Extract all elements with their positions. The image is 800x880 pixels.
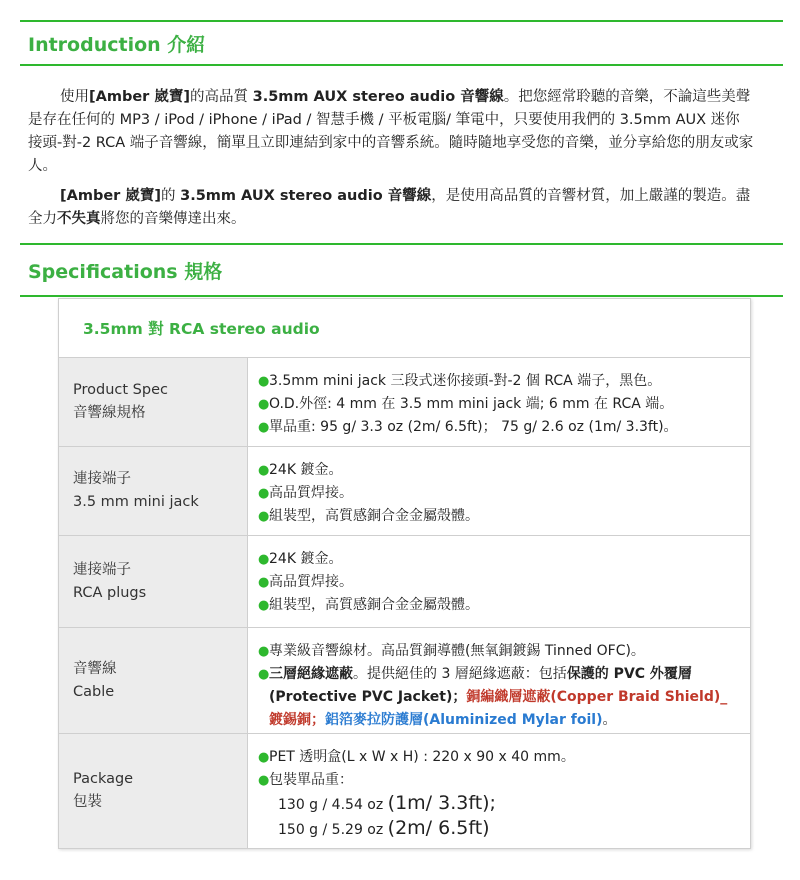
emphasis-text: 不失真 <box>57 211 101 227</box>
bullet-dot-icon: ● <box>258 420 270 435</box>
table-row <box>59 447 750 536</box>
list-item: ● 包裝單品重： <box>258 769 740 792</box>
row-value <box>247 358 750 446</box>
weight-line: 130 g / 4.54 oz (1m/ 3.3ft); <box>278 792 496 814</box>
bullet-dot-icon: ● <box>258 773 270 788</box>
list-item: ● O.D.外徑: 4 mm 在 3.5 mm mini jack 端; 6 mm 在 RCA 端。 <box>258 393 740 416</box>
intro-text: 的 <box>161 188 181 204</box>
list-item: ● 組裝型，高質感銅合金金屬殼體。 <box>258 594 740 617</box>
bullet-dot-icon: ● <box>258 374 270 389</box>
spec-table <box>58 298 751 849</box>
weight-line: 150 g / 5.29 oz (2m/ 6.5ft) <box>278 817 490 839</box>
intro-heading-bar <box>20 20 783 66</box>
bullet-dot-icon: ● <box>258 575 270 590</box>
list-item: ● 單品重: 95 g/ 3.3 oz (2m/ 6.5ft)； 75 g/ 2.6 oz (1m/ 3.3ft)。 <box>258 416 740 439</box>
shield-title: 三層絕緣遮蔽 <box>269 666 353 682</box>
intro-text: 使用 <box>60 89 89 105</box>
row-label-en: Cable <box>73 683 115 700</box>
product-name: 3.5mm AUX stereo audio 音響線 <box>252 89 504 105</box>
table-row <box>59 358 750 447</box>
intro-text: 將您的音樂傳達出來。 <box>100 211 246 227</box>
row-label-zh: 包裝 <box>73 794 102 810</box>
copper-braid-text: 銅編織層遮蔽(Copper Braid Shield)_鍍錫銅； <box>269 689 728 728</box>
table-row <box>59 536 750 628</box>
intro-text: ，是使用高品質的音響材質，加上嚴謹的製造。盡全力 <box>28 188 751 227</box>
bullet-dot-icon: ● <box>258 644 270 659</box>
pvc-jacket-text: 保護的 PVC 外覆層 (Protective PVC Jacket)； <box>269 666 692 705</box>
list-item: ● 專業級音響線材。高品質銅導體(無氧銅鍍錫 Tinned OFC)。 <box>258 640 740 663</box>
row-label-en: Package <box>73 771 134 787</box>
intro-paragraph-2 <box>28 185 754 231</box>
list-item: ● 24K 鍍金。 <box>258 548 740 571</box>
bullet-dot-icon: ● <box>258 750 270 765</box>
table-row <box>59 628 750 734</box>
row-label <box>59 628 247 733</box>
list-item: ● 3.5mm mini jack 三段式迷你接頭-對-2 個 RCA 端子，黑色。 <box>258 370 740 393</box>
table-row <box>59 734 750 848</box>
list-item: ● 高品質焊接。 <box>258 482 740 505</box>
product-name: 3.5mm AUX stereo audio 音響線 <box>180 188 432 204</box>
list-item: ● PET 透明盒(L x W x H) : 220 x 90 x 40 mm。 <box>258 746 740 769</box>
list-item: ● 三層絕緣遮蔽。提供絕佳的 3 層絕緣遮蔽：包括保護的 PVC 外覆層 (Protective PVC Jacket)；銅編織層遮蔽(Copper Braid Shield)_鍍錫銅；鋁箔麥拉防護層(Aluminized Mylar foil)。 <box>258 663 740 732</box>
intro-heading: Introduction 介紹 <box>28 33 206 56</box>
row-label <box>59 734 247 848</box>
bullet-dot-icon: ● <box>258 667 270 682</box>
bullet-dot-icon: ● <box>258 463 270 478</box>
row-label <box>59 536 247 627</box>
row-label-zh: 連接端子 <box>73 471 131 487</box>
brand-name: [Amber 崴寶] <box>89 89 190 105</box>
list-item: ● 高品質焊接。 <box>258 571 740 594</box>
row-label-zh: 連接端子 <box>73 561 131 578</box>
row-label-en: 3.5 mm mini jack <box>73 494 199 510</box>
specs-heading-bar <box>20 243 783 297</box>
bullet-dot-icon: ● <box>258 486 270 501</box>
row-label-en: RCA plugs <box>73 584 147 601</box>
row-value <box>247 536 750 627</box>
row-label-zh: 音響線 <box>73 660 117 677</box>
list-item: ● 組裝型，高質感銅合金金屬殼體。 <box>258 505 740 528</box>
bullet-dot-icon: ● <box>258 598 270 613</box>
bullet-dot-icon: ● <box>258 397 270 412</box>
list-item: ● 24K 鍍金。 <box>258 459 740 482</box>
row-label-zh: 音響線規格 <box>73 405 146 421</box>
row-label <box>59 447 247 535</box>
intro-paragraph-1 <box>28 86 754 178</box>
table-title: 3.5mm 對 RCA stereo audio <box>59 299 750 358</box>
intro-text: 的高品質 <box>190 89 253 105</box>
row-value <box>247 447 750 535</box>
mylar-foil-text: 鋁箔麥拉防護層(Aluminized Mylar foil) <box>325 712 603 728</box>
bullet-dot-icon: ● <box>258 552 270 567</box>
row-label <box>59 358 247 446</box>
bullet-dot-icon: ● <box>258 509 270 524</box>
row-value <box>247 628 750 733</box>
specs-heading: Specifications 規格 <box>28 260 223 283</box>
intro-text: 。把您經常聆聽的音樂，不論這些美聲是存在任何的 MP3 / iPod / iPhone / iPad / 智慧手機 / 平板電腦/ 筆電中，只要使用我們的 3.5mm AUX 迷你接頭-對-2 RCA 端子音響線，簡單且立即連結到家中的音響系統。隨時隨地享受您的音樂，並分享給您的朋友或家人。 <box>28 89 754 174</box>
brand-name: [Amber 崴寶] <box>60 188 161 204</box>
row-label-en: Product Spec <box>73 382 168 398</box>
row-value <box>247 734 750 848</box>
